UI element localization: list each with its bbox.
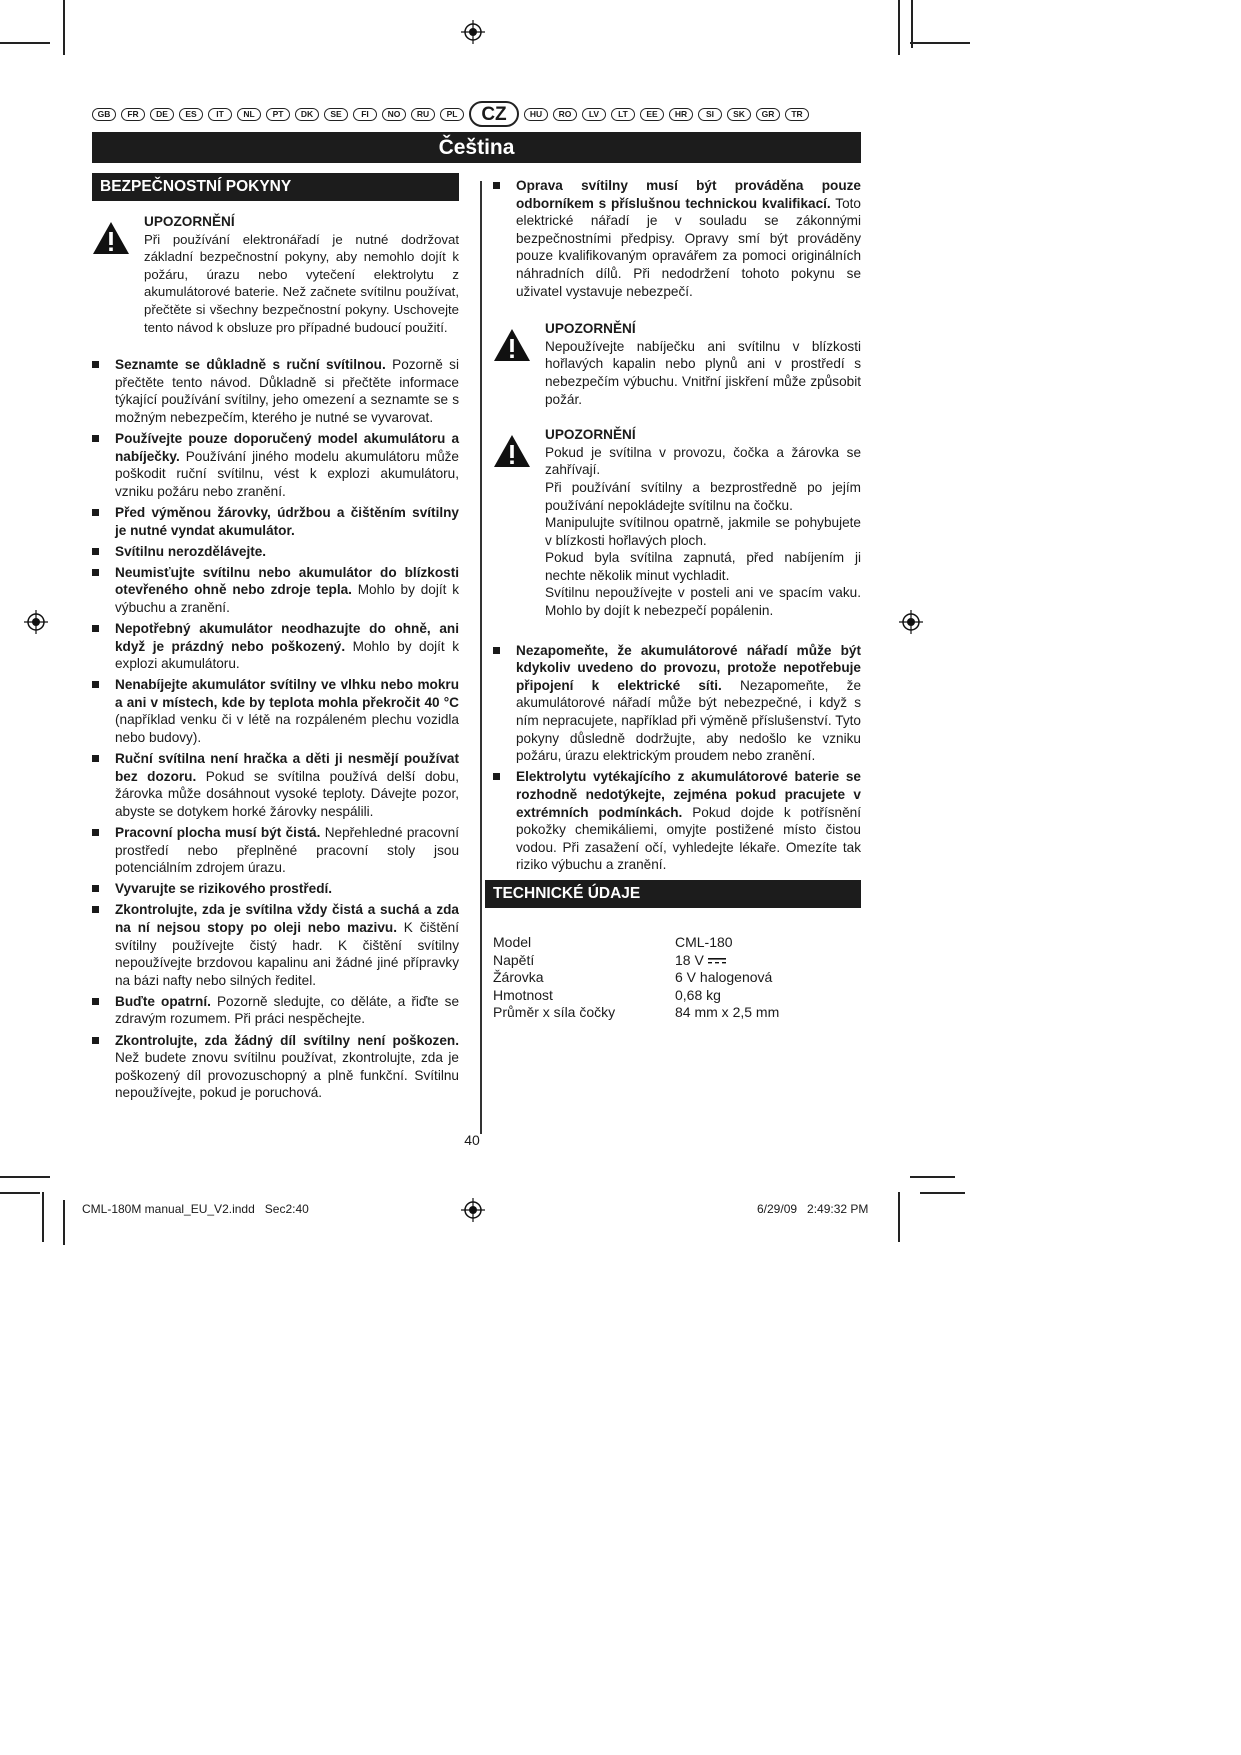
spec-row: [493, 952, 861, 970]
bullet-bold-text: Používejte pouze doporučený model akumulátoru a nabíječky.: [115, 431, 459, 464]
bullet-text: Pokud se svítilna používá delší dobu, žárovka může dosáhnout vysoké teploty. Dávejte pozor, abyste se dotykem horké žárovky nespálili.: [115, 768, 459, 819]
bullet-text: Mohlo by dojít k výbuchu a zranění.: [115, 582, 459, 615]
left-column: [92, 213, 459, 1105]
warning-line: Pokud je svítilna v provozu, čočka a žárovka se zahřívají.: [545, 444, 861, 478]
bullet-text: Mohlo by dojít k explozi akumulátoru.: [115, 638, 459, 672]
list-item: [92, 356, 459, 426]
bullet-square-icon: [92, 509, 99, 516]
language-badge-fi: FI: [353, 108, 377, 121]
bullet-square-icon: [92, 829, 99, 836]
language-badge-si: SI: [698, 108, 722, 121]
bullet-square-icon: [92, 681, 99, 688]
list-item: [92, 880, 459, 898]
footer-date: 6/29/09 2:49:32 PM: [757, 1202, 869, 1216]
bullet-bold-text: Elektrolytu vytékajícího z akumulátorové baterie se rozhodně nedotýkejte, zejména pokud pracujete v extrémních podmínkách.: [516, 769, 861, 820]
dc-symbol-icon: [708, 952, 726, 970]
warning-line: Pokud byla svítilna zapnutá, před nabíjením ji nechte několik minut vychladit.: [545, 550, 861, 583]
language-badge-hu: HU: [524, 108, 548, 121]
bullet-square-icon: [92, 755, 99, 762]
bullet-bold-text: Nezapomeňte, že akumulátorové nářadí může být kdykoliv uvedeno do provozu, protože nepotřebuje připojení k elektrické síti.: [516, 642, 861, 693]
warning-block: [92, 213, 459, 336]
spec-label: Průměr x síla čočky: [493, 1004, 616, 1020]
right-column: [493, 177, 861, 877]
tech-data-heading: TECHNICKÉ ÚDAJE: [485, 880, 861, 908]
list-item: [92, 676, 459, 746]
language-badge-hr: HR: [669, 108, 693, 121]
list-item: [92, 504, 459, 539]
language-badge-ro: RO: [553, 108, 577, 121]
spec-row: [493, 987, 861, 1005]
list-item: [493, 642, 861, 765]
bullet-bold-text: Neumisťujte svítilnu nebo akumulátor do blízkosti otevřeného ohně nebo zdroje tepla.: [115, 564, 459, 598]
registration-mark-icon: [24, 610, 48, 634]
language-badge-cz: CZ: [469, 101, 519, 127]
bullet-bold-text: Zkontrolujte, zda je svítilna vždy čistá a suchá a zda na ní nejsou stopy po oleji nebo mazivu.: [115, 902, 459, 935]
spec-label: Hmotnost: [493, 986, 553, 1003]
safety-heading: BEZPEČNOSTNÍ POKYNY: [92, 173, 459, 201]
spec-row: [493, 969, 861, 987]
bullet-bold-text: Nepotřebný akumulátor neodhazujte do ohně, ani když je prázdný nebo poškozený.: [115, 620, 459, 654]
list-item: [92, 901, 459, 989]
spec-table: [493, 934, 861, 1022]
bullet-square-icon: [493, 773, 500, 780]
registration-mark-icon: [899, 610, 923, 634]
language-badge-pt: PT: [266, 108, 290, 121]
bullet-bold-text: Vyvarujte se rizikového prostředí.: [115, 881, 333, 897]
bullet-bold-text: Nenabíjejte akumulátor svítilny ve vlhku nebo mokru a ani v místech, kde by teplota mohla překročit 40 °C: [115, 677, 459, 710]
warning-line: Při používání svítilny a bezprostředně po jejím používání nepokládejte svítilnu na čočku.: [545, 479, 861, 513]
warning-text: Nepoužívejte nabíječku ani svítilnu v blízkosti hořlavých kapalin nebo plynů ani v prostředí s nebezpečím výbuchu. Vnitřní jiskření může způsobit požár.: [545, 338, 861, 407]
bullet-bold-text: Před výměnou žárovky, údržbou a čištěním svítilny je nutné vyndat akumulátor.: [115, 504, 459, 538]
language-selector: [92, 101, 861, 127]
warning-line: Svítilnu nepoužívejte v posteli ani ve spacím vaku. Mohlo by dojít k nebezpečí popálenin.: [545, 585, 861, 619]
language-badge-ee: EE: [640, 108, 664, 121]
bullet-bold-text: Ruční svítilna není hračka a děti ji nesmějí používat bez dozoru.: [115, 751, 459, 784]
spec-row: [493, 934, 861, 952]
language-badge-gr: GR: [756, 108, 780, 121]
list-item: [92, 993, 459, 1028]
bullet-square-icon: [493, 647, 500, 654]
bullet-text: Používání jiného modelu akumulátoru může poškodit ruční svítilnu, vést k explozi akumulátoru, vzniku požáru nebo zranění.: [115, 448, 459, 499]
bullet-square-icon: [92, 435, 99, 442]
warning-line: Manipulujte svítilnou opatrně, jakmile se pohybujete v blízkosti hořlavých ploch.: [545, 515, 861, 548]
language-badge-se: SE: [324, 108, 348, 121]
spec-value: 0,68 kg: [675, 986, 721, 1003]
spec-value: CML-180: [675, 934, 733, 950]
bullet-bold-text: Svítilnu nerozdělávejte.: [115, 543, 267, 559]
spec-row: [493, 1004, 861, 1022]
language-badge-lv: LV: [582, 108, 606, 121]
bullet-text: Nepřehledné pracovní prostředí nebo přeplněné pracovní stoly jsou potenciálním zdrojem úrazu.: [115, 825, 459, 876]
bullet-text: Pozorně sledujte, co děláte, a řiďte se zdravým rozumem. Při práci nespěchejte.: [115, 993, 460, 1027]
bullet-square-icon: [92, 906, 99, 913]
spec-label: Žárovka: [493, 969, 544, 985]
language-badge-it: IT: [208, 108, 232, 121]
bullet-text: Nezapomeňte, že akumulátorové nářadí může být nebezpečné, i když s ním nepracujete, například při výměně příslušenství. Tyto pokyny důsledně dodržujte, aby nedošlo ke vzniku požáru, úrazu elektrickým proudem nebo zranění.: [516, 677, 861, 764]
warning-title: UPOZORNĚNÍ: [545, 427, 636, 443]
bullet-bold-text: Seznamte se důkladně s ruční svítilnou.: [115, 357, 386, 373]
bullet-text: K čištění svítilny používejte čistý hadr. K čištění svítilny nepoužívejte brzdovou kapalinu ani žádné jiné přípravky na bázi nafty nebo silných ředitel.: [115, 919, 459, 988]
registration-mark-icon: [461, 1198, 485, 1222]
bullet-square-icon: [92, 998, 99, 1005]
language-badge-tr: TR: [785, 108, 809, 121]
language-badge-de: DE: [150, 108, 174, 121]
warning-title: UPOZORNĚNÍ: [144, 214, 235, 229]
spec-value: 84 mm x 2,5 mm: [675, 1004, 780, 1020]
warning-triangle-icon: [92, 221, 130, 255]
list-item: [493, 768, 861, 874]
language-badge-fr: FR: [121, 108, 145, 121]
page-title: Čeština: [92, 132, 861, 163]
list-item: [92, 543, 459, 561]
bullet-text: Pokud dojde k potřísnění pokožky chemikáliemi, omyjte postižené místo čistou vodou. Při zasažení očí, vyhledejte lékaře. Omezíte tak riziko výbuchu a zranění.: [516, 804, 861, 873]
list-item: [92, 1032, 459, 1102]
bullet-bold-text: Pracovní plocha musí být čistá.: [115, 825, 321, 840]
bullet-text: Pozorně si přečtěte tento návod. Důkladně si přečtěte informace týkající používání svítilny, jeho omezení a seznamte se s možným nebezpečím, kterého je nutné se vyvarovat.: [115, 357, 459, 425]
warning-triangle-icon: [493, 434, 531, 468]
list-item: [92, 430, 459, 500]
spec-value: 18 V: [675, 951, 704, 968]
language-badge-es: ES: [179, 108, 203, 121]
language-badge-sk: SK: [727, 108, 751, 121]
footer-file: CML-180M manual_EU_V2.indd Sec2:40: [82, 1202, 309, 1216]
language-badge-no: NO: [382, 108, 406, 121]
spec-label: Model: [493, 934, 532, 950]
list-item: Oprava svítilny musí být prováděna pouze odborníkem s příslušnou technickou kvalifikací. Toto elektrické nářadí je v souladu se zákonnými bezpečnostními předpisy. Opravy smí být prováděny pouze kvalifikovaným opravářem za pomoci originálních náhradních dílů. Při nedodržení tohoto pokynu se uživatel vystavuje nebezpečí.: [493, 177, 861, 300]
language-badge-ru: RU: [411, 108, 435, 121]
bullet-square-icon: [92, 885, 99, 892]
language-badge-nl: NL: [237, 108, 261, 121]
bullet-bold-text: Buďte opatrní.: [115, 993, 211, 1009]
registration-mark-icon: [461, 20, 485, 44]
column-divider: [480, 181, 482, 1134]
list-item: [92, 620, 459, 673]
language-badge-lt: LT: [611, 108, 635, 121]
warning-triangle-icon: [493, 328, 531, 362]
bullet-square-icon: [92, 361, 99, 368]
bullet-square-icon: [92, 548, 99, 555]
warning-text: Při používání elektronářadí je nutné dodržovat základní bezpečnostní pokyny, aby nemohlo dojít k požáru, úrazu nebo vytečení elektrolytu z akumulátorové baterie. Než začnete svítilnu používat, přečtěte si všechny bezpečnostní pokyny. Uschovejte tento návod k obsluze pro případné budoucí použití.: [144, 231, 459, 335]
warning-title: UPOZORNĚNÍ: [545, 321, 636, 337]
bullet-text: (například venku či v létě na rozpáleném plechu vozidla nebo budovy).: [115, 712, 459, 746]
warning-block: [493, 426, 861, 620]
language-badge-dk: DK: [295, 108, 319, 121]
list-item: [92, 750, 459, 820]
spec-label: Napětí: [493, 951, 535, 968]
left-bullet-list: [92, 356, 459, 1102]
bullet-square-icon: [92, 625, 99, 632]
warning-block: [493, 320, 861, 408]
spec-value: 6 V halogenová: [675, 969, 773, 985]
bullet-bold-text: Zkontrolujte, zda žádný díl svítilny není poškozen.: [115, 1032, 459, 1048]
bullet-text: Než budete znovu svítilnu používat, zkontrolujte, zda je poškozený díl provozuschopný a plně funkční. Svítilnu nepoužívejte, pokud je poruchová.: [115, 1050, 459, 1101]
bullet-square-icon: [92, 1037, 99, 1044]
page-number: 40: [464, 1132, 480, 1148]
language-badge-gb: GB: [92, 108, 116, 121]
list-item: [92, 564, 459, 617]
bullet-square-icon: [92, 569, 99, 576]
language-badge-pl: PL: [440, 108, 464, 121]
list-item: [92, 824, 459, 877]
right-bullet-list: [493, 642, 861, 874]
